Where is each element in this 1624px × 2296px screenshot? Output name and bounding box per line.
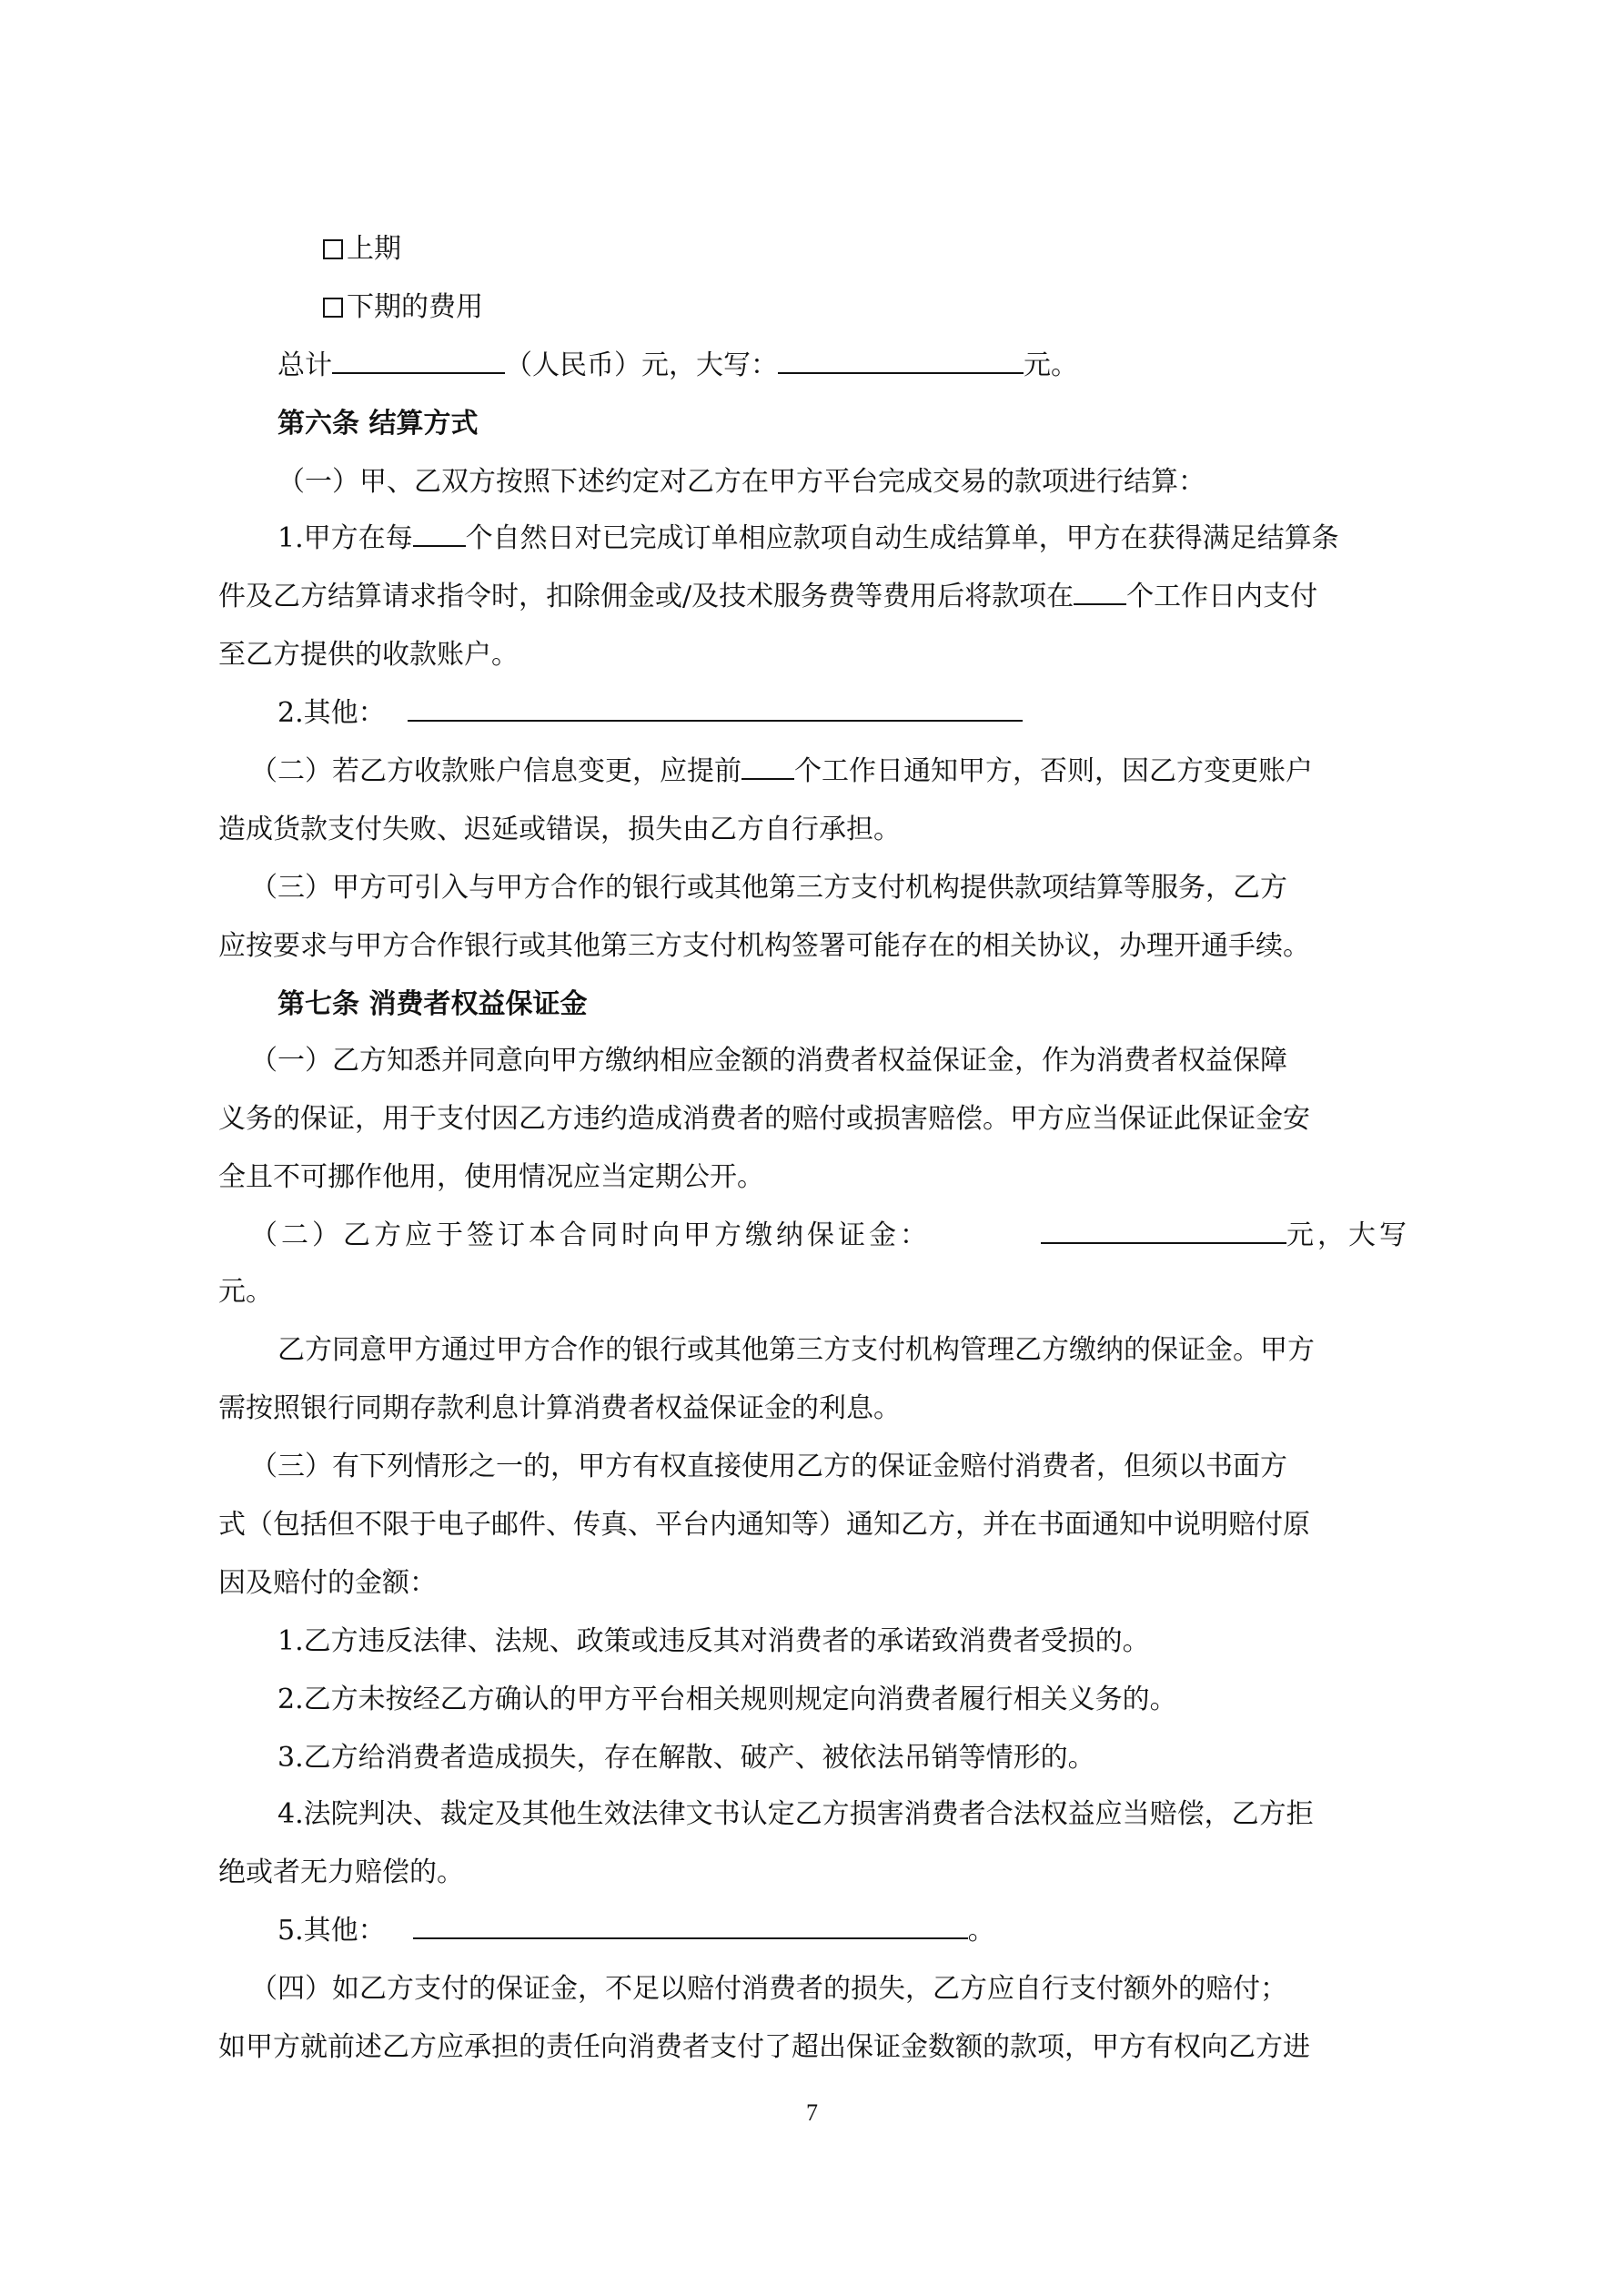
checkbox[interactable]: [323, 239, 343, 259]
paragraph: 元。: [218, 1276, 273, 1308]
blank-field[interactable]: [1041, 1217, 1286, 1244]
paragraph: 因及赔付的金额：: [218, 1567, 437, 1599]
paragraph: （二）若乙方收款账户信息变更，应提前 个工作日通知甲方，否则，因乙方变更账户: [250, 752, 1442, 792]
option-label: 上期: [347, 233, 401, 265]
paragraph: 1.甲方在每 个自然日对已完成订单相应款项自动生成结算单，甲方在获得满足结算条: [277, 519, 1469, 559]
paragraph: 至乙方提供的收款账户。: [218, 639, 519, 671]
total-line: 总计 （人民币）元，大写： 元。: [277, 346, 1469, 386]
paragraph: 乙方同意甲方通过甲方合作的银行或其他第三方支付机构管理乙方缴纳的保证金。甲方: [277, 1334, 1315, 1366]
checkbox-option-next: [323, 288, 1515, 328]
paragraph: 应按要求与甲方合作银行或其他第三方支付机构签署可能存在的相关协议，办理开通手续。: [218, 930, 1310, 962]
blank-field[interactable]: [408, 694, 1023, 722]
option-label: 下期的费用: [347, 291, 483, 323]
paragraph: 件及乙方结算请求指令时，扣除佣金或/及技术服务费等费用后将款项在 个工作日内支付: [218, 577, 1410, 617]
list-item: 1.乙方违反法律、法规、政策或违反其对消费者的承诺致消费者受损的。: [277, 1625, 1150, 1657]
blank-field[interactable]: [413, 1912, 968, 1939]
blank-field[interactable]: [1074, 578, 1126, 605]
list-item: 5.其他： 。: [277, 1911, 1469, 1951]
paragraph: （三）有下列情形之一的，甲方有权直接使用乙方的保证金赔付消费者，但须以书面方: [250, 1451, 1287, 1482]
list-item: 2.乙方未按经乙方确认的甲方平台相关规则规定向消费者履行相关义务的。: [277, 1684, 1177, 1715]
list-item: 3.乙方给消费者造成损失，存在解散、破产、被依法吊销等情形的。: [277, 1742, 1095, 1774]
paragraph: （三）甲方可引入与甲方合作的银行或其他第三方支付机构提供款项结算等服务，乙方: [250, 872, 1287, 904]
checkbox[interactable]: [323, 298, 343, 318]
paragraph: （一）甲、乙双方按照下述约定对乙方在甲方平台完成交易的款项进行结算：: [277, 466, 1205, 498]
blank-field[interactable]: [413, 520, 466, 547]
paragraph: （一）乙方知悉并同意向甲方缴纳相应金额的消费者权益保证金，作为消费者权益保障: [250, 1045, 1287, 1077]
paragraph: 造成货款支付失败、迟延或错误，损失由乙方自行承担。: [218, 814, 901, 845]
paragraph: （四）如乙方支付的保证金，不足以赔付消费者的损失，乙方应自行支付额外的赔付；: [250, 1973, 1287, 2005]
list-item: 绝或者无力赔偿的。: [218, 1856, 464, 1888]
paragraph: 全且不可挪作他用，使用情况应当定期公开。: [218, 1161, 764, 1193]
blank-field[interactable]: [741, 753, 794, 780]
paragraph: 如甲方就前述乙方应承担的责任向消费者支付了超出保证金数额的款项，甲方有权向乙方进: [218, 2031, 1310, 2063]
paragraph: 式（包括但不限于电子邮件、传真、平台内通知等）通知乙方，并在书面通知中说明赔付原: [218, 1509, 1310, 1541]
article-6-heading: 第六条 结算方式: [277, 408, 479, 440]
paragraph: 需按照银行同期存款利息计算消费者权益保证金的利息。: [218, 1392, 901, 1424]
paragraph: 义务的保证，用于支付因乙方违约造成消费者的赔付或损害赔偿。甲方应当保证此保证金安: [218, 1103, 1310, 1135]
blank-field[interactable]: [332, 347, 505, 374]
paragraph: （二）乙方应于签订本合同时向甲方缴纳保证金： 元，大写: [250, 1216, 1410, 1256]
paragraph: 2.其他：: [277, 693, 1469, 733]
checkbox-option-prev: [323, 229, 1515, 269]
page-number: 7: [806, 2099, 818, 2126]
article-7-heading: 第七条 消费者权益保证金: [277, 988, 588, 1020]
list-item: 4.法院判决、裁定及其他生效法律文书认定乙方损害消费者合法权益应当赔偿，乙方拒: [277, 1798, 1314, 1830]
blank-field[interactable]: [778, 347, 1024, 374]
